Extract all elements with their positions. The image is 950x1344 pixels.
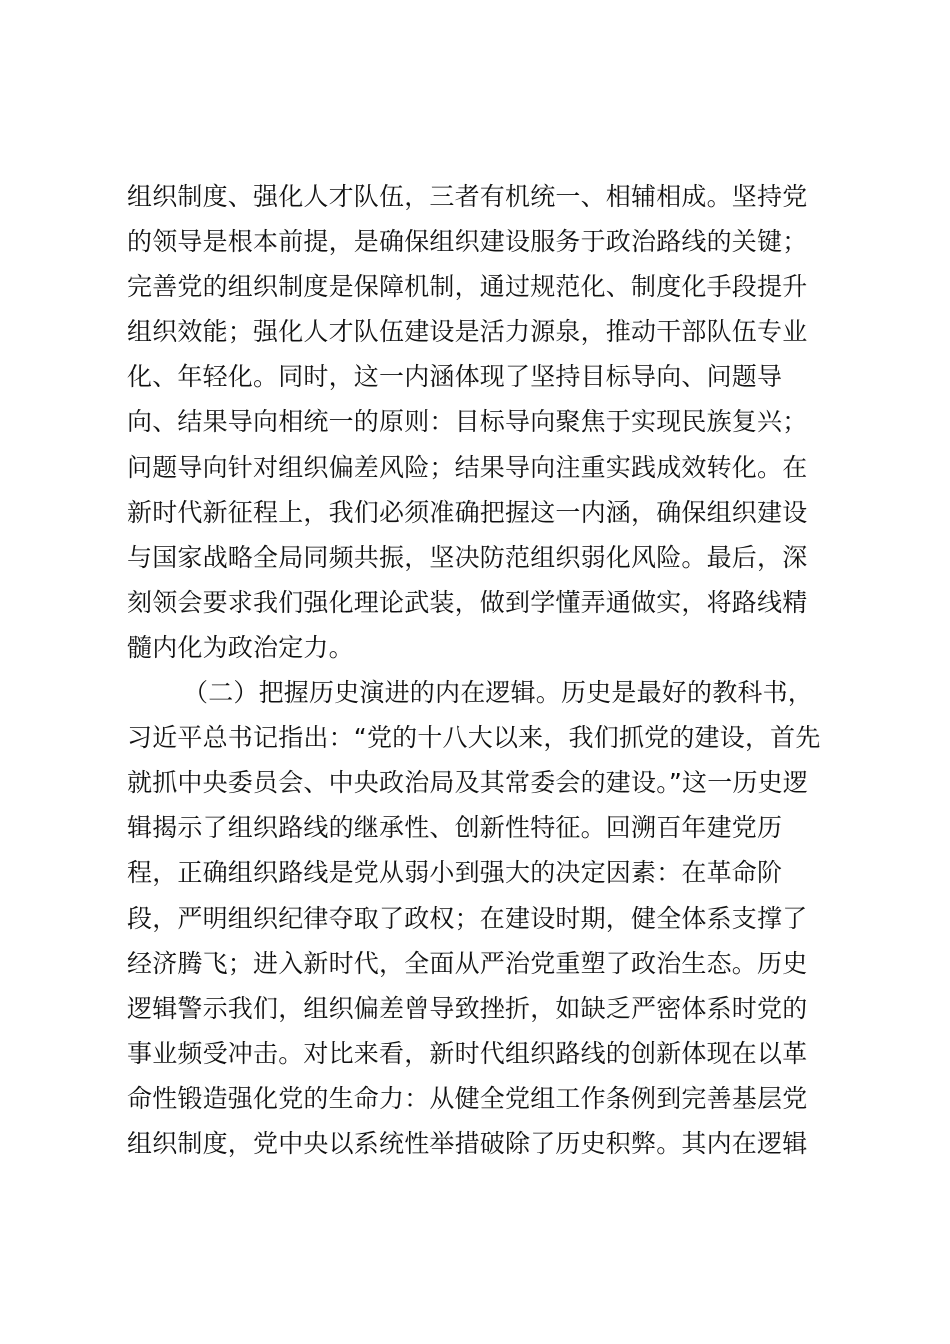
- text-line: 组织效能；强化人才队伍建设是活力源泉，推动干部队伍专业: [127, 317, 808, 347]
- text-line: 事业频受冲击。对比来看，新时代组织路线的创新体现在以革: [127, 1038, 808, 1068]
- text-line: 完善党的组织制度是保障机制，通过规范化、制度化手段提升: [127, 272, 808, 302]
- text-line: 命性锻造强化党的生命力：从健全党组工作条例到完善基层党: [127, 1083, 808, 1113]
- text-line: 新时代新征程上，我们必须准确把握这一内涵，确保组织建设: [127, 497, 808, 527]
- text-line: 的领导是根本前提，是确保组织建设服务于政治路线的关键；: [127, 227, 808, 257]
- text-line: 逻辑警示我们，组织偏差曾导致挫折，如缺乏严密体系时党的: [127, 993, 808, 1023]
- text-line: 经济腾飞；进入新时代，全面从严治党重塑了政治生态。历史: [127, 948, 808, 978]
- text-line: 组织制度、强化人才队伍，三者有机统一、相辅相成。坚持党: [127, 182, 808, 211]
- text-line: 问题导向针对组织偏差风险；结果导向注重实践成效转化。在: [127, 452, 808, 482]
- text-line: 髓内化为政治定力。: [127, 632, 354, 662]
- text-line: 程，正确组织路线是党从弱小到强大的决定因素：在革命阶: [127, 858, 783, 888]
- text-line: 与国家战略全局同频共振，坚决防范组织弱化风险。最后，深: [127, 542, 808, 572]
- text-line: 向、结果导向相统一的原则：目标导向聚焦于实现民族复兴；: [127, 407, 808, 437]
- text-line: 化、年轻化。同时，这一内涵体现了坚持目标导向、问题导: [127, 362, 783, 392]
- text-line: 习近平总书记指出：“党的十八大以来，我们抓党的建设，首先: [127, 723, 821, 753]
- text-line: 刻领会要求我们强化理论武装，做到学懂弄通做实，将路线精: [127, 587, 808, 617]
- text-line: 辑揭示了组织路线的继承性、创新性特征。回溯百年建党历: [127, 813, 783, 843]
- text-line: 组织制度，党中央以系统性举措破除了历史积弊。其内在逻辑: [127, 1128, 808, 1158]
- document-body: [127, 174, 847, 1166]
- text-line: 就抓中央委员会、中央政治局及其常委会的建设。”这一历史逻: [127, 768, 809, 798]
- section-heading-line: （二）把握历史演进的内在逻辑。历史是最好的教科书，: [183, 678, 814, 708]
- text-line: 段，严明组织纪律夺取了政权；在建设时期，健全体系支撑了: [127, 903, 808, 933]
